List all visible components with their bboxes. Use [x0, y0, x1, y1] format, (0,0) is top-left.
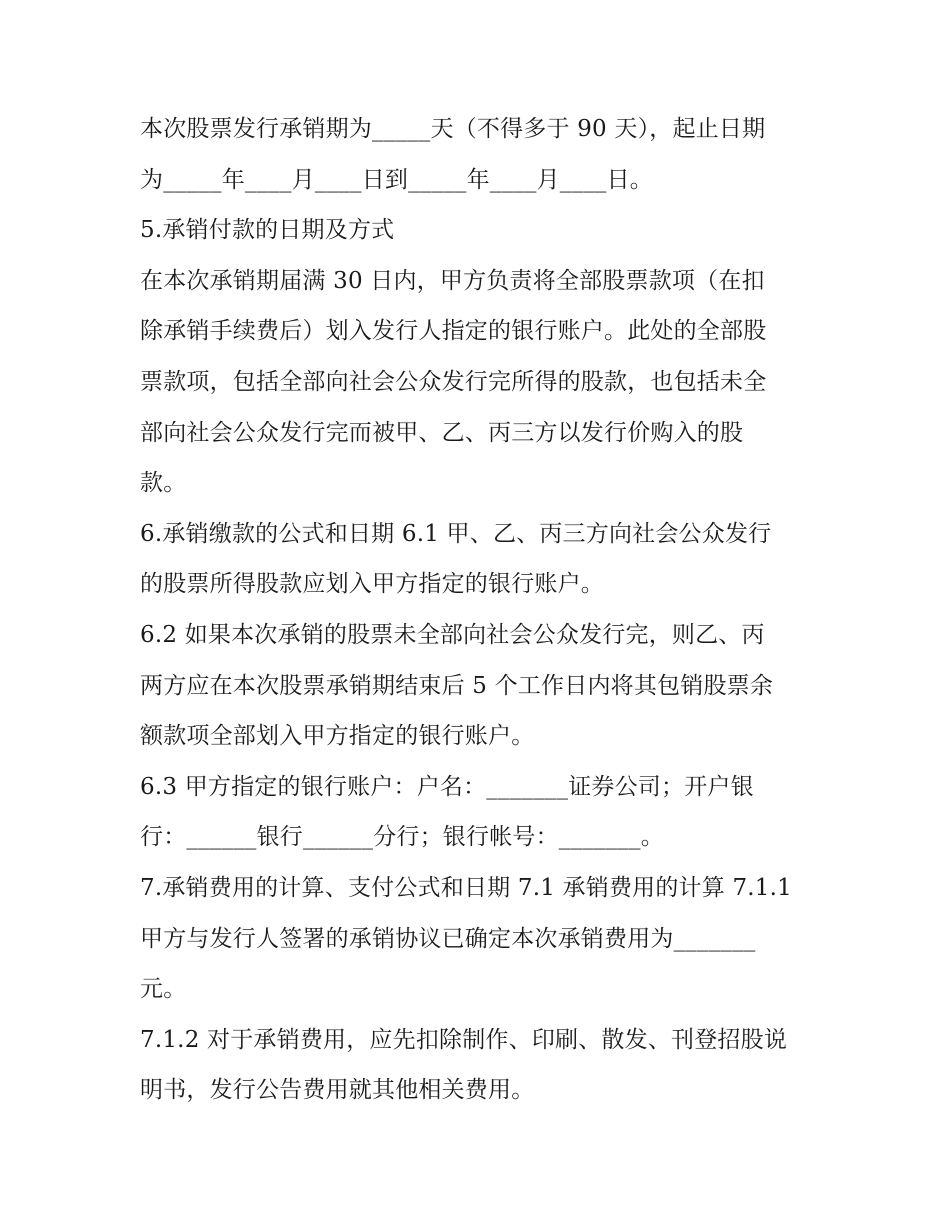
text-line-17: 甲方与发行人签署的承销协议已确定本次承销费用为_______: [140, 925, 756, 952]
text-line-5: 除承销手续费后）划入发行人指定的银行账户。此处的全部股: [140, 318, 767, 345]
text-line-15: 行：______银行______分行；银行帐号：_______。: [140, 824, 664, 851]
text-line-2: 为_____年____月____日到_____年____月____日。: [140, 166, 653, 193]
text-line-11: 6.2 如果本次承销的股票未全部向社会公众发行完，则乙、丙: [140, 621, 765, 648]
text-line-12: 两方应在本次股票承销期结束后 5 个工作日内将其包销股票余: [140, 672, 774, 699]
text-line-4: 在本次承销期届满 30 日内，甲方负责将全部股票款项（在扣: [140, 267, 765, 294]
text-line-14: 6.3 甲方指定的银行账户：户名：_______证券公司；开户银: [140, 773, 754, 800]
section-heading-7: 7.承销费用的计算、支付公式和日期 7.1 承销费用的计算 7.1.1: [140, 874, 792, 901]
text-line-13: 额款项全部划入甲方指定的银行账户。: [140, 723, 535, 750]
text-line-10: 的股票所得股款应划入甲方指定的银行账户。: [140, 571, 604, 598]
text-line-7: 部向社会公众发行完而被甲、乙、丙三方以发行价购入的股: [140, 419, 744, 446]
text-line-18: 元。: [140, 976, 187, 1003]
text-line-1: 本次股票发行承销期为_____天（不得多于 90 天），起止日期: [140, 116, 766, 142]
section-heading-6: 6.承销缴款的公式和日期 6.1 甲、乙、丙三方向社会公众发行: [140, 520, 772, 547]
text-line-20: 明书，发行公告费用就其他相关费用。: [140, 1077, 535, 1104]
text-line-6: 票款项，包括全部向社会公众发行完所得的股款，也包括未全: [140, 368, 767, 395]
text-line-8: 款。: [140, 470, 187, 497]
document-body: [140, 104, 820, 1116]
text-line-19: 7.1.2 对于承销费用，应先扣除制作、印刷、散发、刊登招股说: [140, 1026, 788, 1053]
section-heading-5: 5.承销付款的日期及方式: [140, 217, 395, 244]
